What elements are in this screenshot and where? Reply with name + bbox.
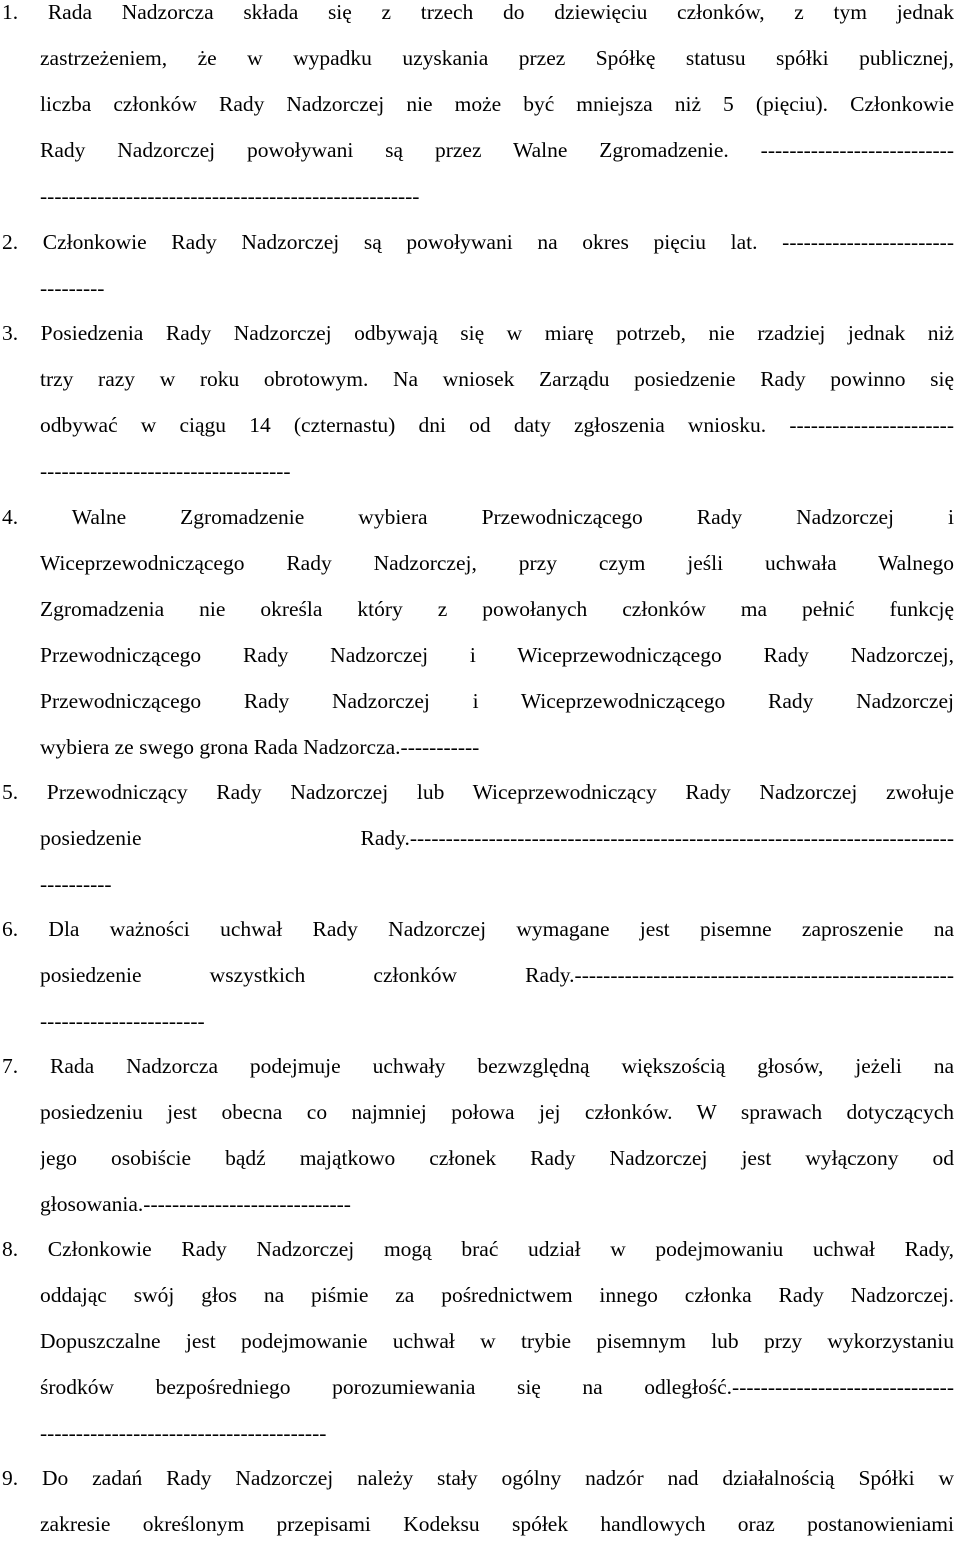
text-line: głosowania.----------------------------- <box>40 1192 351 1216</box>
text-line: 6. Dla ważności uchwał Rady Nadzorczej wymagane jest pisemne zaproszenie na <box>2 917 954 941</box>
text-line: 5. Przewodniczący Rady Nadzorczej lub Wiceprzewodniczący Rady Nadzorczej zwołuje <box>2 780 954 804</box>
text-line: ----------------------------------------------------- <box>40 184 420 208</box>
text-line: Przewodniczącego Rady Nadzorczej i Wiceprzewodniczącego Rady Nadzorczej, <box>40 643 954 667</box>
text-line: 1. Rada Nadzorcza składa się z trzech do dziewięciu członków, z tym jednak <box>2 0 954 24</box>
text-line: 4. Walne Zgromadzenie wybiera Przewodniczącego Rady Nadzorczej i <box>2 505 954 529</box>
text-line: trzy razy w roku obrotowym. Na wniosek Zarządu posiedzenie Rady powinno się <box>40 367 954 391</box>
text-line: Wiceprzewodniczącego Rady Nadzorczej, przy czym jeśli uchwała Walnego <box>40 551 954 575</box>
text-line: 2. Członkowie Rady Nadzorczej są powoływani na okres pięciu lat. ------------------------ <box>2 230 954 254</box>
text-line: posiedzenie Rady.---------------------------------------------------------------------------- <box>40 826 954 850</box>
text-line: ----------------------- <box>40 1009 205 1033</box>
text-line: jego osobiście bądź majątkowo członek Rady Nadzorczej jest wyłączony od <box>40 1146 954 1170</box>
text-line: Zgromadzenia nie określa który z powołanych członków ma pełnić funkcję <box>40 597 954 621</box>
text-line: 7. Rada Nadzorcza podejmuje uchwały bezwzględną większością głosów, jeżeli na <box>2 1054 954 1078</box>
text-line: 8. Członkowie Rady Nadzorczej mogą brać udział w podejmowaniu uchwał Rady, <box>2 1237 954 1261</box>
text-line: posiedzeniu jest obecna co najmniej połowa jej członków. W sprawach dotyczących <box>40 1100 954 1124</box>
text-line: zakresie określonym przepisami Kodeksu spółek handlowych oraz postanowieniami <box>40 1512 954 1536</box>
text-line: odbywać w ciągu 14 (czternastu) dni od daty zgłoszenia wniosku. ----------------------- <box>40 413 954 437</box>
text-line: Rady Nadzorczej powoływani są przez Walne Zgromadzenie. --------------------------- <box>40 138 954 162</box>
text-line: Przewodniczącego Rady Nadzorczej i Wiceprzewodniczącego Rady Nadzorczej <box>40 689 954 713</box>
text-line: środków bezpośredniego porozumiewania się na odległość.------------------------------- <box>40 1375 954 1399</box>
text-line: posiedzenie wszystkich członków Rady.----------------------------------------------------- <box>40 963 954 987</box>
text-line: 3. Posiedzenia Rady Nadzorczej odbywają się w miarę potrzeb, nie rzadziej jednak niż <box>2 321 954 345</box>
text-line: --------- <box>40 276 105 300</box>
text-line: Dopuszczalne jest podejmowanie uchwał w trybie pisemnym lub przy wykorzystaniu <box>40 1329 954 1353</box>
text-line: ---------------------------------------- <box>40 1421 327 1445</box>
text-line: liczba członków Rady Nadzorczej nie może być mniejsza niż 5 (pięciu). Członkowie <box>40 92 954 116</box>
text-line: 9. Do zadań Rady Nadzorczej należy stały ogólny nadzór nad działalnością Spółki w <box>2 1466 954 1490</box>
text-line: ----------------------------------- <box>40 459 291 483</box>
text-line: wybiera ze swego grona Rada Nadzorcza.----------- <box>40 735 480 759</box>
text-line: ---------- <box>40 872 112 896</box>
text-line: oddając swój głos na piśmie za pośrednictwem innego członka Rady Nadzorczej. <box>40 1283 954 1307</box>
text-line: zastrzeżeniem, że w wypadku uzyskania przez Spółkę statusu spółki publicznej, <box>40 46 954 70</box>
